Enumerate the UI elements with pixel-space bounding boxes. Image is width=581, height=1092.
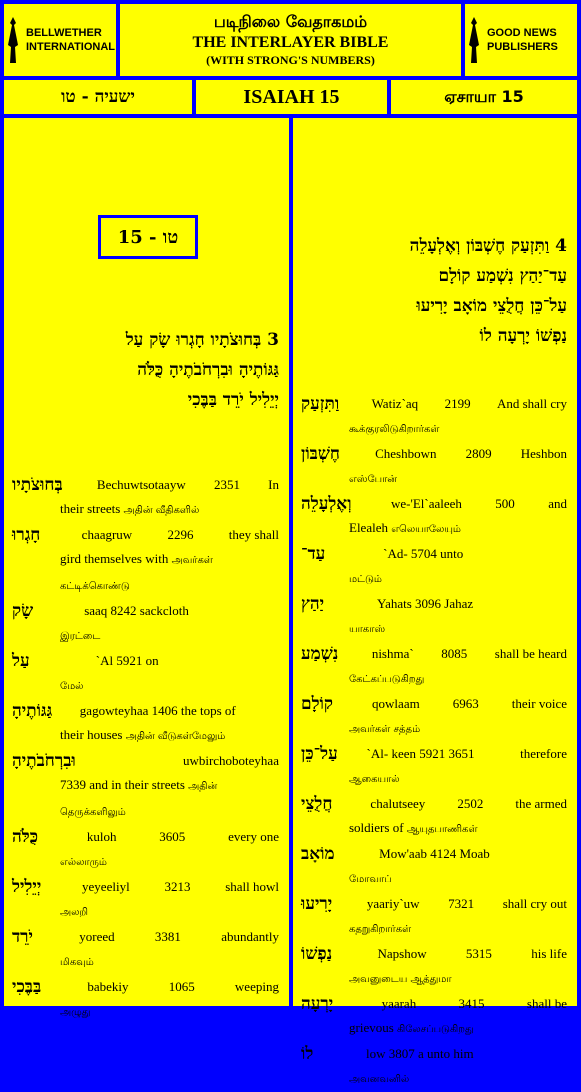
hebrew-book-cell: [4, 80, 192, 114]
tamil-gloss: எல்லாரும்: [60, 857, 107, 868]
tamil-gloss: அவர்கள் கட்டிக்கொண்டு: [60, 555, 213, 592]
english-gloss-continued: Elealeh: [349, 520, 388, 535]
word-entry: [12, 749, 279, 825]
word-entry: [301, 542, 567, 592]
strongs-number: 2351: [213, 477, 240, 492]
hebrew-word: עַל: [12, 651, 30, 671]
word-entry: [12, 699, 279, 749]
tamil-book-cell: [391, 80, 577, 114]
hebrew-word: בְּחוּצֹתָיו: [12, 475, 63, 495]
transliteration: kuloh: [86, 829, 117, 844]
hebrew-word: עַד־: [301, 544, 326, 564]
english-gloss: uwbirchoboteyhaa: [182, 753, 279, 768]
hebrew-word: וְאֶלְעָלֵה: [301, 494, 352, 514]
word-entry: [301, 742, 567, 792]
tamil-gloss: மேல்: [60, 681, 84, 692]
word-entry: [12, 875, 279, 925]
word-entry: [301, 842, 567, 892]
tamil-gloss: அலறி: [60, 907, 89, 918]
verse-line: יְיֵלִיל יֹרֵד בַּבֶּכִי: [187, 390, 279, 410]
english-gloss: his life: [531, 946, 567, 961]
strongs-number: 6963: [452, 696, 479, 711]
title-main: THE INTERLAYER BIBLE: [192, 34, 389, 51]
hebrew-word: חֲלֻצֵי: [301, 794, 333, 814]
english-gloss: weeping: [234, 979, 279, 994]
transliteration: Cheshbown: [375, 446, 437, 461]
strongs-number: 7321: [448, 896, 475, 911]
verse-line: גַּגּוֹתֶיהָ וּבִרְחֹבֹתֶיהָ כֻּלֹּה: [137, 360, 279, 380]
english-gloss: Heshbon: [520, 446, 567, 461]
word-entry: [301, 592, 567, 642]
title-panel: [120, 4, 461, 76]
word-entry: [301, 992, 567, 1042]
english-gloss: shall cry out: [502, 896, 567, 911]
hebrew-word: שָׂק: [12, 601, 34, 621]
english-gloss: they shall: [228, 527, 279, 542]
strongs-number: 2296: [167, 527, 194, 542]
tamil-gloss: கேட்கப்படுகிறது: [349, 674, 425, 685]
transliteration: Mow'aab 4124 Moab: [379, 846, 490, 861]
verse-line: עַל־כֵּן חֲלֻצֵי מוֹאָב יָרִיעוּ: [416, 296, 567, 316]
tamil-gloss: மிகவும்: [60, 957, 94, 968]
verse-line: 4 וַתִּזְעַק חֶשְׁבּוֹן וְאֶלְעָלֵה: [409, 236, 567, 256]
strongs-number: 3415: [458, 996, 485, 1011]
transliteration: chaagruw: [81, 527, 133, 542]
strongs-number: 2502: [457, 796, 484, 811]
verse-4-hebrew: [301, 231, 567, 351]
english-gloss: therefore: [520, 746, 567, 761]
verse-line: 3 בְּחוּצֹתָיו חָגְרוּ שָׂק עַל: [125, 330, 279, 350]
transliteration: we-'El`aaleeh: [390, 496, 462, 511]
english-gloss-continued: grievous: [349, 1020, 394, 1035]
hebrew-word: יָרִיעוּ: [301, 894, 333, 914]
transliteration: nishma`: [371, 646, 414, 661]
word-entry: [12, 975, 279, 1025]
title-sub: (WITH STRONG'S NUMBERS): [206, 53, 375, 67]
tamil-gloss: எலெயாலேயும்: [391, 524, 461, 535]
hebrew-word: מוֹאָב: [301, 844, 335, 864]
verse-3-hebrew: [12, 325, 279, 415]
tamil-gloss: மோவாப்: [349, 874, 392, 885]
word-entry: [301, 692, 567, 742]
word-entry: [12, 825, 279, 875]
english-gloss: abundantly: [221, 929, 279, 944]
english-gloss: shall be heard: [494, 646, 567, 661]
bellwether-figure-icon: [4, 15, 22, 65]
english-gloss: shall be: [526, 996, 567, 1011]
good-news-figure-icon: [465, 15, 483, 65]
tamil-gloss: கிலேசப்படுகிறது: [397, 1024, 474, 1035]
verse-line: נַפְשׁוֹ יָרְעָה לוֹ: [479, 326, 567, 346]
word-entry: [12, 599, 279, 649]
word-entry: [301, 892, 567, 942]
strongs-number: 2199: [444, 396, 471, 411]
hebrew-word: חֶשְׁבּוֹן: [301, 444, 340, 464]
english-gloss-continued: soldiers of: [349, 820, 404, 835]
right-column: [293, 118, 577, 1085]
tamil-gloss: கூக்குரலிடுகிறார்கள்: [349, 424, 440, 435]
transliteration: Watiz`aq: [371, 396, 419, 411]
word-entry: [301, 942, 567, 992]
strongs-number: 5315: [465, 946, 492, 961]
transliteration: saaq 8242 sackcloth: [84, 603, 189, 618]
tamil-gloss: அதின் வீதிகளில்: [123, 505, 200, 516]
transliteration: yeyeeliyl: [82, 879, 130, 894]
left-word-list: [12, 473, 279, 1025]
hebrew-book-label: ישעיה - טו: [61, 87, 135, 107]
english-gloss: their voice: [511, 696, 567, 711]
strongs-number: 2809: [465, 446, 492, 461]
left-logo-panel: [4, 4, 116, 76]
transliteration: low 3807 a unto him: [366, 1046, 474, 1061]
right-logo-text: GOOD NEWS PUBLISHERS: [487, 27, 558, 53]
transliteration: Napshow: [377, 946, 427, 961]
word-entry: [12, 649, 279, 699]
strongs-number: 3605: [159, 829, 186, 844]
tamil-gloss: அவனவனில்: [349, 1074, 410, 1085]
tamil-gloss: யாகாஸ்: [349, 624, 386, 635]
transliteration: yaarah: [381, 996, 417, 1011]
english-gloss-continued: gird themselves with: [60, 551, 169, 566]
tamil-gloss: ஆகையால்: [349, 774, 400, 785]
tamil-gloss: மட்டும்: [349, 574, 382, 585]
strongs-number: 3213: [164, 879, 191, 894]
word-entry: [12, 523, 279, 599]
hebrew-word: חָגְרוּ: [12, 525, 41, 545]
hebrew-word: קוֹלָם: [301, 694, 334, 714]
transliteration: qowlaam: [372, 696, 420, 711]
transliteration: yoreed: [79, 929, 115, 944]
tamil-book-label: ஏசாயா 15: [444, 86, 524, 106]
hebrew-word: וַתִּזְעַק: [301, 394, 340, 414]
tamil-gloss: அதின் தெருக்களிலும்: [60, 781, 218, 818]
strongs-number: 8085: [441, 646, 468, 661]
transliteration: Bechuwtsotaayw: [96, 477, 186, 492]
transliteration: gagowteyhaa 1406 the tops of: [79, 703, 236, 718]
english-gloss: the armed: [515, 796, 567, 811]
transliteration: babekiy: [87, 979, 129, 994]
english-gloss: every one: [228, 829, 279, 844]
tamil-gloss: அவனுடைய ஆத்துமா: [349, 974, 452, 985]
strongs-number: 1065: [168, 979, 195, 994]
tamil-gloss: எஸ்போன்: [349, 474, 398, 485]
tamil-gloss: அதின் வீடுகள்மேலும்: [125, 731, 226, 742]
transliteration: `Ad- 5704 unto: [383, 546, 464, 561]
transliteration: yaariy`uw: [366, 896, 420, 911]
english-gloss: In: [268, 477, 279, 492]
transliteration: `Al- keen 5921 3651: [366, 746, 475, 761]
word-entry: [301, 492, 567, 542]
hebrew-word: יְיֵלִיל: [12, 877, 42, 897]
tamil-gloss: அழுது: [60, 1007, 91, 1018]
word-entry: [12, 473, 279, 523]
hebrew-word: עַל־כֵּן: [301, 744, 338, 764]
english-gloss-continued: their houses: [60, 727, 123, 742]
strongs-number: 500: [495, 496, 515, 511]
chapter-box: [98, 215, 198, 259]
title-tamil: படிநிலை வேதாகமம்: [213, 12, 368, 31]
tamil-gloss: இரட்டை: [60, 631, 101, 642]
word-entry: [301, 792, 567, 842]
english-gloss: shall howl: [225, 879, 279, 894]
hebrew-word: בַּבֶּכִי: [12, 977, 42, 997]
tamil-gloss: அவர்கள் சத்தம்: [349, 724, 421, 735]
transliteration: Yahats 3096 Jahaz: [377, 596, 474, 611]
english-gloss: and: [548, 496, 567, 511]
left-logo-text: BELLWETHER INTERNATIONAL: [26, 27, 116, 53]
hebrew-word: נַפְשׁוֹ: [301, 944, 333, 964]
tamil-gloss: கதறுகிறார்கள்: [349, 924, 412, 935]
english-gloss-continued: 7339 and in their streets: [60, 777, 185, 792]
hebrew-word: וּבִרְחֹבֹתֶיהָ: [12, 751, 76, 771]
english-gloss-continued: their streets: [60, 501, 121, 516]
hebrew-word: יֹרֵד: [12, 927, 33, 947]
english-book-cell: [196, 80, 387, 114]
hebrew-word: כֻּלֹּה: [12, 827, 39, 847]
word-entry: [301, 442, 567, 492]
hebrew-word: נִשְׁמַע: [301, 644, 339, 664]
hebrew-word: יַהַץ: [301, 594, 325, 614]
left-column: [4, 118, 289, 1018]
hebrew-word: גַּגּוֹתֶיהָ: [12, 701, 53, 721]
word-entry: [12, 925, 279, 975]
word-entry: [301, 642, 567, 692]
english-book-label: ISAIAH 15: [243, 86, 340, 108]
right-word-list: [301, 392, 567, 1092]
transliteration: chalutseey: [370, 796, 426, 811]
hebrew-word: לוֹ: [301, 1044, 314, 1064]
word-entry: [301, 392, 567, 442]
tamil-gloss: ஆயுதபாணிகள்: [406, 824, 478, 835]
english-gloss: And shall cry: [496, 396, 567, 411]
transliteration: `Al 5921 on: [95, 653, 159, 668]
hebrew-word: יָרְעָה: [301, 994, 334, 1014]
verse-line: עַד־יַהַץ נִשְׁמַע קוֹלָם: [438, 266, 567, 286]
strongs-number: 3381: [154, 929, 181, 944]
word-entry: [301, 1042, 567, 1092]
chapter-box-label: 15 - טו: [117, 226, 179, 248]
right-logo-panel: [465, 4, 577, 76]
